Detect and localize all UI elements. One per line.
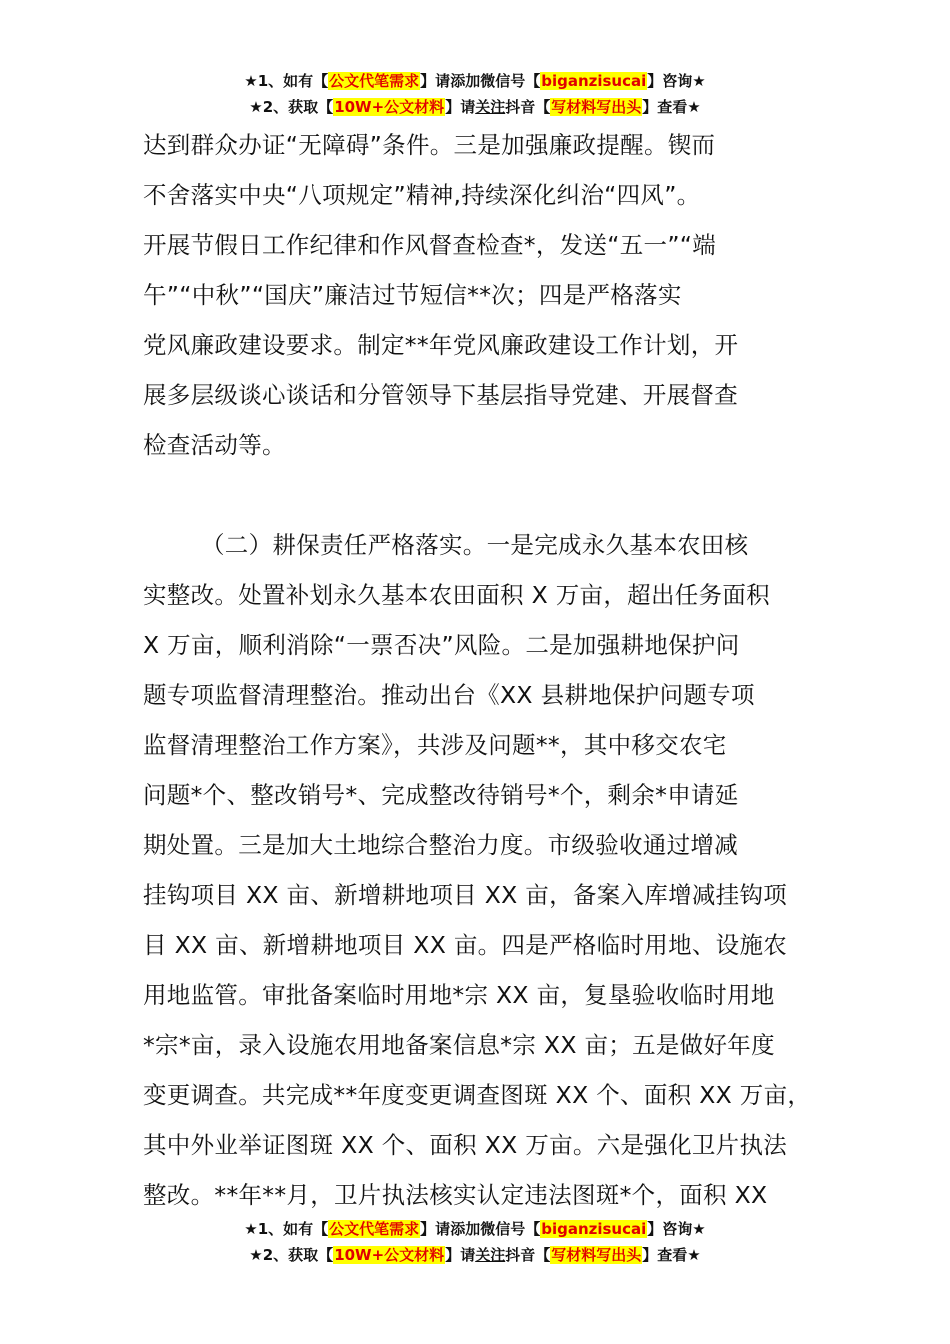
top-banner <box>0 68 950 120</box>
banner-text: ★1、如有【 <box>244 72 329 90</box>
bottom-banner <box>0 1216 950 1268</box>
text-line: （二）耕保责任严格落实。一是完成永久基本农田核 <box>201 531 749 559</box>
banner-highlight: 公文代笔需求 <box>329 1220 420 1238</box>
text-line: 展多层级谈心谈话和分管领导下基层指导党建、开展督查 <box>143 381 738 409</box>
text-line: 整改。**年**月，卫片执法核实认定违法图斑*个，面积 XX <box>143 1181 768 1209</box>
text-line: *宗*亩，录入设施农用地备案信息*宗 XX 亩；五是做好年度 <box>143 1031 775 1059</box>
banner-text: 】请 <box>445 1246 476 1264</box>
banner-line-2 <box>0 1242 950 1268</box>
text-line: 用地监管。审批备案临时用地*宗 XX 亩，复垦验收临时用地 <box>143 981 775 1009</box>
banner-emphasis: 添加 <box>450 1220 481 1238</box>
text-line: X 万亩，顺利消除“一票否决”风险。二是加强耕地保护问 <box>143 631 740 659</box>
paragraph-1 <box>143 120 813 470</box>
banner-highlight: 10W+公文材料 <box>334 1246 445 1264</box>
banner-highlight: 写材料写出头 <box>551 98 642 116</box>
banner-text: ★2、获取【 <box>249 1246 334 1264</box>
text-line: 变更调查。共完成**年度变更调查图斑 XX 个、面积 XX 万亩， <box>143 1081 812 1109</box>
banner-highlight: 10W+公文材料 <box>334 98 445 116</box>
banner-text: 】查看★ <box>642 98 701 116</box>
banner-emphasis: 关注 <box>475 98 506 116</box>
document-body <box>143 120 813 1220</box>
banner-text: 】查看★ <box>642 1246 701 1264</box>
banner-text: 】请 <box>420 1220 451 1238</box>
banner-text: 抖音【 <box>505 1246 551 1264</box>
text-line: 问题*个、整改销号*、完成整改待销号*个，剩余*申请延 <box>143 781 739 809</box>
text-line: 其中外业举证图斑 XX 个、面积 XX 万亩。六是强化卫片执法 <box>143 1131 788 1159</box>
text-line: 检查活动等。 <box>143 431 286 459</box>
text-line: 实整改。处置补划永久基本农田面积 X 万亩，超出任务面积 <box>143 581 770 609</box>
text-line: 不舍落实中央“八项规定”精神,持续深化纠治“四风”。 <box>143 181 701 209</box>
text-line: 目 XX 亩、新增耕地项目 XX 亩。四是严格临时用地、设施农 <box>143 931 788 959</box>
text-line: 题专项监督清理整治。推动出台《XX 县耕地保护问题专项 <box>143 681 755 709</box>
text-line: 挂钩项目 XX 亩、新增耕地项目 XX 亩，备案入库增减挂钩项 <box>143 881 788 909</box>
banner-text: ★1、如有【 <box>244 1220 329 1238</box>
banner-text: ★2、获取【 <box>249 98 334 116</box>
banner-emphasis: 添加 <box>450 72 481 90</box>
banner-line-1 <box>0 68 950 94</box>
banner-text: 】请 <box>445 98 476 116</box>
banner-text: 微信号【 <box>480 1220 541 1238</box>
banner-text: 微信号【 <box>480 72 541 90</box>
banner-emphasis: 关注 <box>475 1246 506 1264</box>
text-line: 期处置。三是加大土地综合整治力度。市级验收通过增减 <box>143 831 738 859</box>
text-line: 午”“中秋”“国庆”廉洁过节短信**次；四是严格落实 <box>143 281 682 309</box>
text-line: 党风廉政建设要求。制定**年党风廉政建设工作计划，开 <box>143 331 739 359</box>
banner-text: 】咨询★ <box>647 1220 706 1238</box>
banner-highlight: 写材料写出头 <box>551 1246 642 1264</box>
banner-highlight: biganzisucai <box>541 1220 647 1238</box>
banner-line-1 <box>0 1216 950 1242</box>
text-line: 开展节假日工作纪律和作风督查检查*，发送“五一”“端 <box>143 231 717 259</box>
banner-text: 】咨询★ <box>647 72 706 90</box>
banner-highlight: biganzisucai <box>541 72 647 90</box>
banner-highlight: 公文代笔需求 <box>329 72 420 90</box>
text-line: 监督清理整治工作方案》，共涉及问题**，其中移交农宅 <box>143 731 727 759</box>
banner-text: 】请 <box>420 72 451 90</box>
banner-text: 抖音【 <box>505 98 551 116</box>
banner-line-2 <box>0 94 950 120</box>
text-line: 达到群众办证“无障碍”条件。三是加强廉政提醒。锲而 <box>143 131 716 159</box>
paragraph-2 <box>143 520 813 1220</box>
paragraph-spacer <box>143 470 813 520</box>
